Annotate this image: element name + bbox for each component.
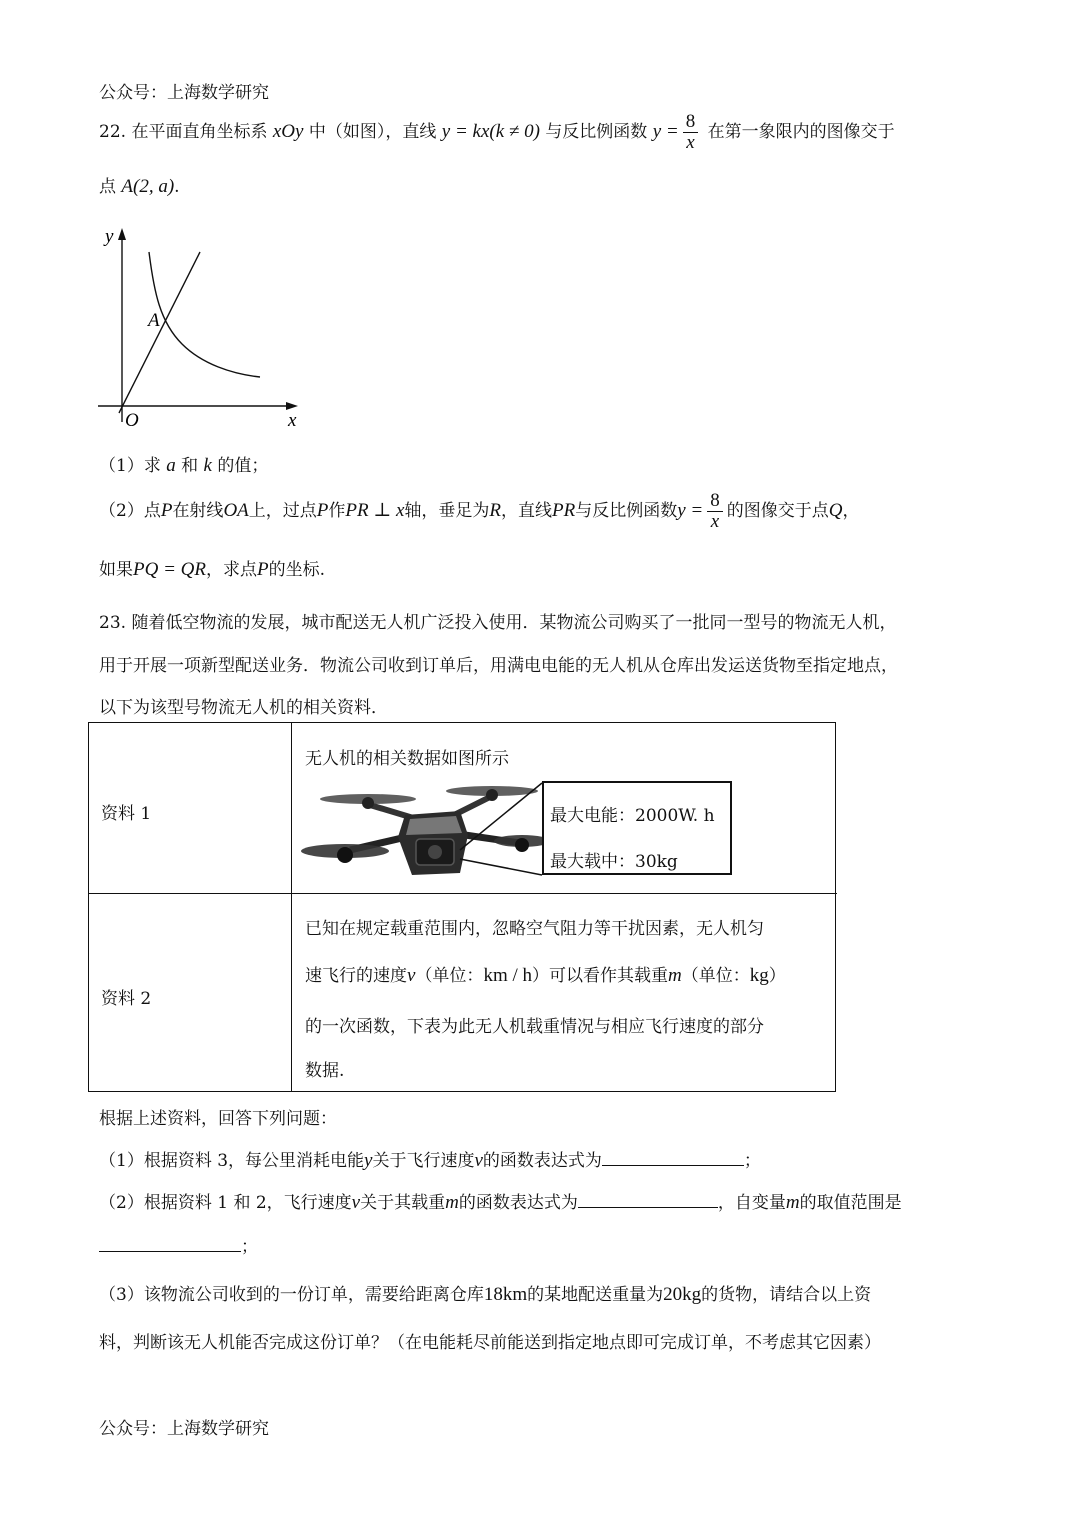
motor-icon bbox=[362, 797, 374, 809]
q22-part2-oa: OA bbox=[223, 500, 249, 521]
q22-part2-t12: 的坐标. bbox=[268, 560, 325, 580]
q22-part2-t7: 与反比例函数 bbox=[575, 501, 678, 521]
q23-line1: 随着低空物流的发展，城市配送无人机广泛投入使用．某物流公司购买了一批同一型号的物流无人机， bbox=[131, 613, 897, 633]
q22-part2-t4: 作 bbox=[328, 501, 346, 521]
q22-part2-p3: P bbox=[256, 559, 269, 580]
q22-part2-denominator: x bbox=[710, 511, 720, 532]
drone-spec-box bbox=[542, 781, 732, 875]
q23-p1-v: v bbox=[474, 1150, 483, 1171]
q23-p3-c: 的货物，请结合以上资 bbox=[701, 1285, 872, 1305]
q23-p2-c: 的函数表达式为 bbox=[458, 1193, 578, 1213]
q23-p2-expression-blank[interactable] bbox=[578, 1207, 718, 1208]
q23-part2-line2 bbox=[99, 1232, 258, 1257]
row2-line2 bbox=[305, 961, 786, 987]
row2-unit-kg: kg bbox=[749, 965, 769, 986]
q23-p2-a: （2）根据资料 1 和 2，飞行速度 bbox=[99, 1193, 352, 1213]
x-axis-arrow-icon bbox=[286, 402, 298, 410]
q23-after-table: 根据上述资料，回答下列问题： bbox=[99, 1109, 337, 1129]
q23-p2-e: 的取值范围是 bbox=[799, 1193, 902, 1213]
q23-p3-weight: 20kg bbox=[663, 1284, 702, 1305]
q22-part1-var-k: k bbox=[203, 455, 212, 476]
line-y-kx bbox=[119, 252, 200, 413]
q23-p1-y: y bbox=[364, 1150, 373, 1171]
q23-stem-line1 bbox=[99, 608, 896, 633]
q22-part2-t6: ，直线 bbox=[501, 501, 552, 521]
q22-text-b: 中（如图），直线 bbox=[308, 121, 437, 142]
q23-p1-b: 关于飞行速度 bbox=[372, 1151, 475, 1171]
q22-part2-perp: PR ⊥ x bbox=[345, 500, 405, 521]
graph-point-a-label: A bbox=[148, 310, 160, 331]
q23-part1 bbox=[99, 1146, 761, 1172]
row2-l2c: ）可以看作其载重 bbox=[532, 966, 668, 986]
q23-p1-a: （1）根据资料 3，每公里消耗电能 bbox=[99, 1151, 365, 1171]
q23-part2-line1 bbox=[99, 1188, 902, 1214]
q23-stem-line2: 用于开展一项新型配送业务．物流公司收到订单后，用满电电能的无人机从仓库出发运送货物至指定地点， bbox=[99, 656, 898, 676]
q22-part1-var-a: a bbox=[166, 455, 176, 476]
q23-part3-line2: 料，判断该无人机能否完成这份订单？（在电能耗尽前能送到指定地点即可完成订单，不考虑其它因素） bbox=[99, 1333, 881, 1353]
q22-part2-p2: P bbox=[316, 500, 329, 521]
footer-text: 公众号：上海数学研究 bbox=[99, 1419, 269, 1439]
row2-line1: 已知在规定载重范围内，忽略空气阻力等干扰因素，无人机匀 bbox=[305, 919, 764, 939]
q22-part2-t5: 轴，垂足为 bbox=[404, 501, 490, 521]
graph-y-label: y bbox=[105, 226, 114, 247]
drone-top-panel bbox=[406, 816, 462, 835]
q22-part1-label: （1）求 bbox=[99, 456, 161, 476]
row1-label-cell bbox=[89, 723, 292, 894]
row2-l2d: （单位： bbox=[681, 966, 750, 986]
q23-number: 23. bbox=[99, 613, 127, 633]
q22-part2-r: R bbox=[489, 500, 501, 521]
q22-part2-q: Q bbox=[828, 500, 843, 521]
q22-part2-t11: ，求点 bbox=[205, 560, 257, 580]
q23-p2-f: ； bbox=[241, 1237, 258, 1257]
q22-part2-line2 bbox=[99, 555, 325, 581]
motor-icon bbox=[486, 789, 498, 801]
q22-part2-pr: PR bbox=[552, 500, 576, 521]
row2-label: 资料 2 bbox=[101, 989, 152, 1009]
motor-icon bbox=[515, 838, 529, 852]
row2-m: m bbox=[668, 965, 682, 986]
q22-part2-numerator: 8 bbox=[707, 491, 723, 512]
q22-part2-fraction bbox=[707, 491, 723, 532]
row1-label: 资料 1 bbox=[101, 804, 152, 824]
q22-stem-line1 bbox=[99, 112, 895, 153]
q22-part1-and: 和 bbox=[181, 456, 199, 476]
row2-l2a: 速飞行的速度 bbox=[305, 966, 407, 986]
q22-func-lhs: y = bbox=[652, 120, 679, 142]
row2-line3: 的一次函数，下表为此无人机载重情况与相应飞行速度的部分 bbox=[305, 1017, 764, 1037]
drone-image bbox=[300, 775, 550, 880]
q22-part2-t8: 的图像交于点 bbox=[726, 501, 829, 521]
camera-lens-icon bbox=[428, 845, 442, 859]
q22-part2-t2: 在射线 bbox=[172, 501, 224, 521]
q22-line-equation: y = kx(k ≠ 0) bbox=[441, 120, 540, 142]
row2-v: v bbox=[407, 965, 416, 986]
q23-p2-m2: m bbox=[785, 1192, 800, 1213]
q22-part1-tail: 的值； bbox=[217, 456, 269, 476]
q22-text-a: 在平面直角坐标系 bbox=[131, 121, 268, 142]
q22-stem-period: . bbox=[174, 177, 180, 197]
hyperbola-curve bbox=[149, 252, 260, 377]
row2-line4: 数据. bbox=[305, 1061, 345, 1081]
q23-p2-range-blank[interactable] bbox=[99, 1251, 241, 1252]
q22-point-a: A(2, a) bbox=[121, 176, 175, 197]
q22-stem-line2 bbox=[99, 172, 180, 198]
callout-line bbox=[460, 859, 542, 875]
q22-part2-p1: P bbox=[160, 500, 173, 521]
q22-text-d: 在第一象限内的图像交于 bbox=[707, 121, 895, 142]
row2-content-cell bbox=[292, 894, 837, 1091]
q22-func-fraction bbox=[683, 112, 699, 153]
q22-func-numerator: 8 bbox=[683, 112, 699, 133]
q23-p1-answer-blank[interactable] bbox=[602, 1165, 744, 1166]
q22-number: 22. bbox=[99, 121, 127, 142]
q22-part2-t3: 上，过点 bbox=[248, 501, 317, 521]
q22-graph bbox=[92, 222, 312, 432]
q23-p3-b: 的某地配送重量为 bbox=[527, 1285, 664, 1305]
spec-max-energy: 最大电能：2000W. h bbox=[550, 806, 715, 826]
q22-part2-line1 bbox=[99, 486, 859, 536]
q23-p2-d: ，自变量 bbox=[717, 1193, 786, 1213]
q23-p2-v: v bbox=[351, 1192, 361, 1213]
q22-part1 bbox=[99, 451, 268, 477]
q23-p1-c: 的函数表达式为 bbox=[482, 1151, 602, 1171]
q23-stem-line3: 以下为该型号物流无人机的相关资料． bbox=[99, 698, 388, 718]
q23-p2-m: m bbox=[445, 1192, 459, 1213]
q23-p3-distance: 18km bbox=[483, 1284, 528, 1305]
graph-x-label: x bbox=[288, 410, 297, 431]
q23-p3-a: （3）该物流公司收到的一份订单，需要给距离仓库 bbox=[99, 1285, 484, 1305]
header-text: 公众号：上海数学研究 bbox=[99, 83, 269, 103]
q22-func-denominator: x bbox=[686, 131, 695, 153]
q22-part2-eq: PQ = QR bbox=[133, 559, 206, 580]
graph-origin-label: O bbox=[125, 410, 139, 431]
q22-part2-t10: 如果 bbox=[99, 560, 133, 580]
q22-text-c: 与反比例函数 bbox=[545, 121, 648, 142]
motor-icon bbox=[337, 847, 353, 863]
q23-p2-b: 关于其载重 bbox=[360, 1193, 446, 1213]
spec-max-load: 最大载中：30kg bbox=[550, 852, 678, 872]
q23-p1-d: ； bbox=[743, 1151, 761, 1171]
q22-coord-system: xOy bbox=[272, 120, 304, 142]
q22-part2-t9: ， bbox=[842, 501, 860, 521]
q22-part2-t1: （2）点 bbox=[99, 501, 161, 521]
y-axis-arrow-icon bbox=[118, 228, 126, 240]
q22-part2-func-lhs: y = bbox=[677, 500, 704, 521]
row2-unit-kmh: km / h bbox=[483, 965, 532, 986]
row2-l2e: ） bbox=[768, 966, 786, 986]
q23-part3-line1 bbox=[99, 1280, 871, 1306]
row2-label-cell bbox=[89, 894, 292, 1091]
row1-caption: 无人机的相关数据如图所示 bbox=[305, 749, 509, 769]
q22-text-e: 点 bbox=[99, 177, 116, 197]
row2-l2b: （单位： bbox=[415, 966, 484, 986]
